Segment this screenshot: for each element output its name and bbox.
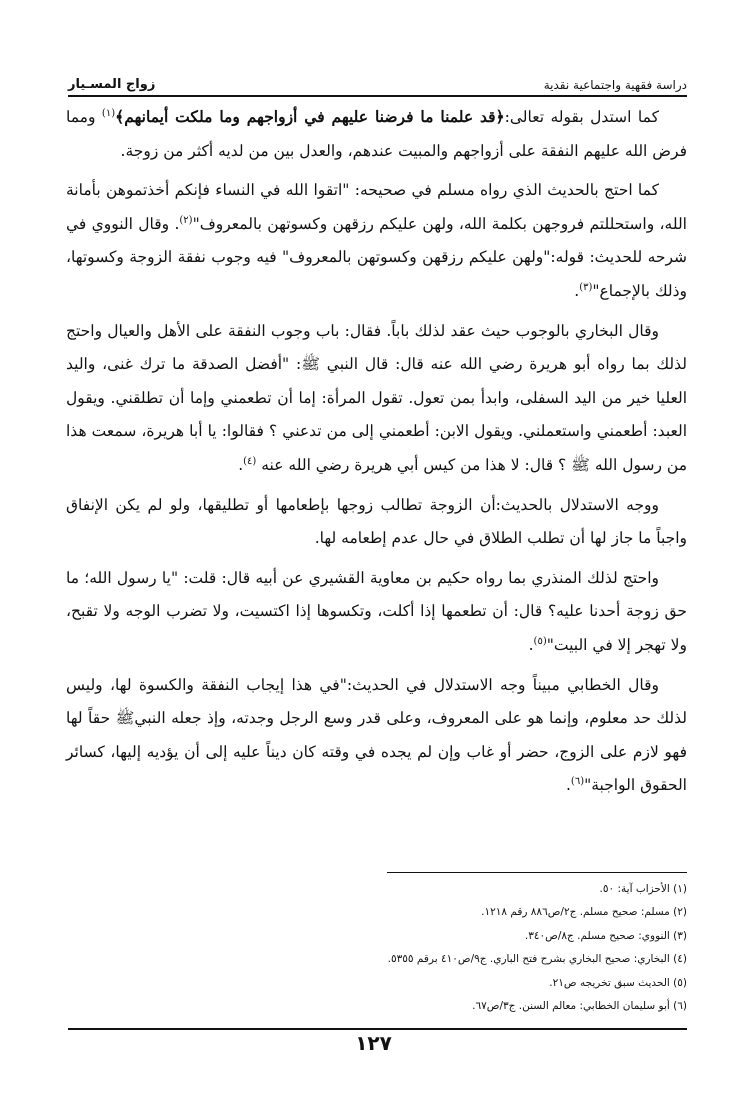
header-book-title: زواج المسـيار [68,77,156,92]
paragraph-2: كما احتج بالحديث الذي رواه مسلم في صحيحه: "اتقوا الله في النساء فإنكم أخذتموهن بأمانة الله، واستحللتم فروجهن بكلمة الله، ولهن عليكم رزقهن وكسوتهن بالمعروف"$^{(٢)}$. وقال النووي في شرحه للحديث: قوله:"ولهن عليكم رزقهن وكسوتهن بالمعروف" فيه وجوب نفقة الزوجة وكسوتها، وذلك بالإجماع"$^{(٣)}$. [66,181,687,300]
footnote-separator [387,872,687,873]
footnote-6: (٦) أبو سليمان الخطابي: معالم السنن. ج٣/ص٦٧. [472,1000,687,1013]
footnote-4: (٤) البخاري: صحيح البخاري بشرح فتح الباري. ج٩/ص٤١٠ برقم ٥٣٥٥. [387,953,687,966]
footnote-ref[interactable]: (٦) [570,776,585,788]
header-rule [68,95,687,97]
footer-rule [68,1028,687,1030]
footnote-5: (٥) الحديث سبق تخريجه ص٢١. [549,976,687,989]
footnote-ref[interactable]: (٥) [533,635,547,647]
paragraph-3: وقال البخاري بالوجوب حيث عقد لذلك باباً. فقال: باب وجوب النفقة على الأهل والعيال واحتج لذلك بما رواه أبو هريرة رضي الله عنه قال: قال النبي ﷺ: "أفضل الصدقة ما ترك غنى، واليد العليا خير من اليد السفلى، وابدأ بمن تعول. تقول المرأة: إما أن تطعمني وإما أن تطلقني. ويقول العبد: أطعمني واستعملني. ويقول الابن: أطعمني إلى من تدعني ؟ فقالوا: يا أبا هريرة، سمعت هذا من رسول الله ﷺ ؟ قال: لا هذا من كيس أبي هريرة رضي الله عنه $^{(٤)}$. [66,321,687,474]
footnote-2: (٢) مسلم: صحيح مسلم. ج٢/ص٨٨٦ رقم ١٢١٨. [481,906,687,919]
paragraph-6: وقال الخطابي مبيناً وجه الاستدلال في الحديث:"في هذا إيجاب النفقة والكسوة لها، وليس لذلك حد معلوم، وإنما هو على المعروف، وعلى قدر وسع الرجل وجدته، وإذ جعله النبيﷺ حقاً لها فهو لازم على الزوج، حضر أو غاب وإن لم يجده في وقته كان ديناً عليه إلى أن يؤديه إليها، كسائر الحقوق الواجبة"$^{(٦)}$. [66,675,687,795]
footnotes [68,878,687,1018]
quran-verse: ﴿قد علمنا ما فرضنا عليهم في أزواجهم وما ملكت أيمانهم﴾ [115,107,505,126]
paragraph-5: واحتج لذلك المنذري بما رواه حكيم بن معاوية القشيري عن أبيه قال: قلت: "يا رسول الله؛ ما حق زوجة أحدنا عليه؟ قال: أن تطعمها إذا أكلت، وتكسوها إذا اكتسيت، ولا تضرب الوجه ولا تقبح، ولا تهجر إلا في البيت"$^{(٥)}$. [66,568,687,654]
footnote-ref[interactable]: (٢) [179,214,193,226]
paragraph-1: كما استدل بقوله تعالى:﴿قد علمنا ما فرضنا عليهم في أزواجهم وما ملكت أيمانهم﴾$^{(١)}$ ومما فرض الله عليهم النفقة على أزواجهم والمبيت عندهم، والعدل بين من لديه أكثر من زوجة. [66,107,687,160]
footnote-3: (٣) النووي: صحيح مسلم. ج٨/ص٣٤٠. [524,929,687,942]
body-text [66,100,687,809]
footnote-ref[interactable]: (١) [101,107,116,119]
running-header [68,70,687,92]
footnote-ref[interactable]: (٣) [579,281,593,293]
footnote-1: (١) الأحزاب آية: ٥٠. [599,883,687,895]
page-number: ١٢٧ [355,1031,392,1055]
paragraph-4: ووجه الاستدلال بالحديث:أن الزوجة تطالب زوجها بإطعامها أو تطليقها، ولو لم يكن الإنفاق واجباً ما جاز لها أن تطلب الطلاق في حال عدم إطعامه لها. [66,495,687,548]
footnote-ref[interactable]: (٤) [243,455,257,467]
header-subtitle: دراسة فقهية واجتماعية نقدية [543,78,687,92]
